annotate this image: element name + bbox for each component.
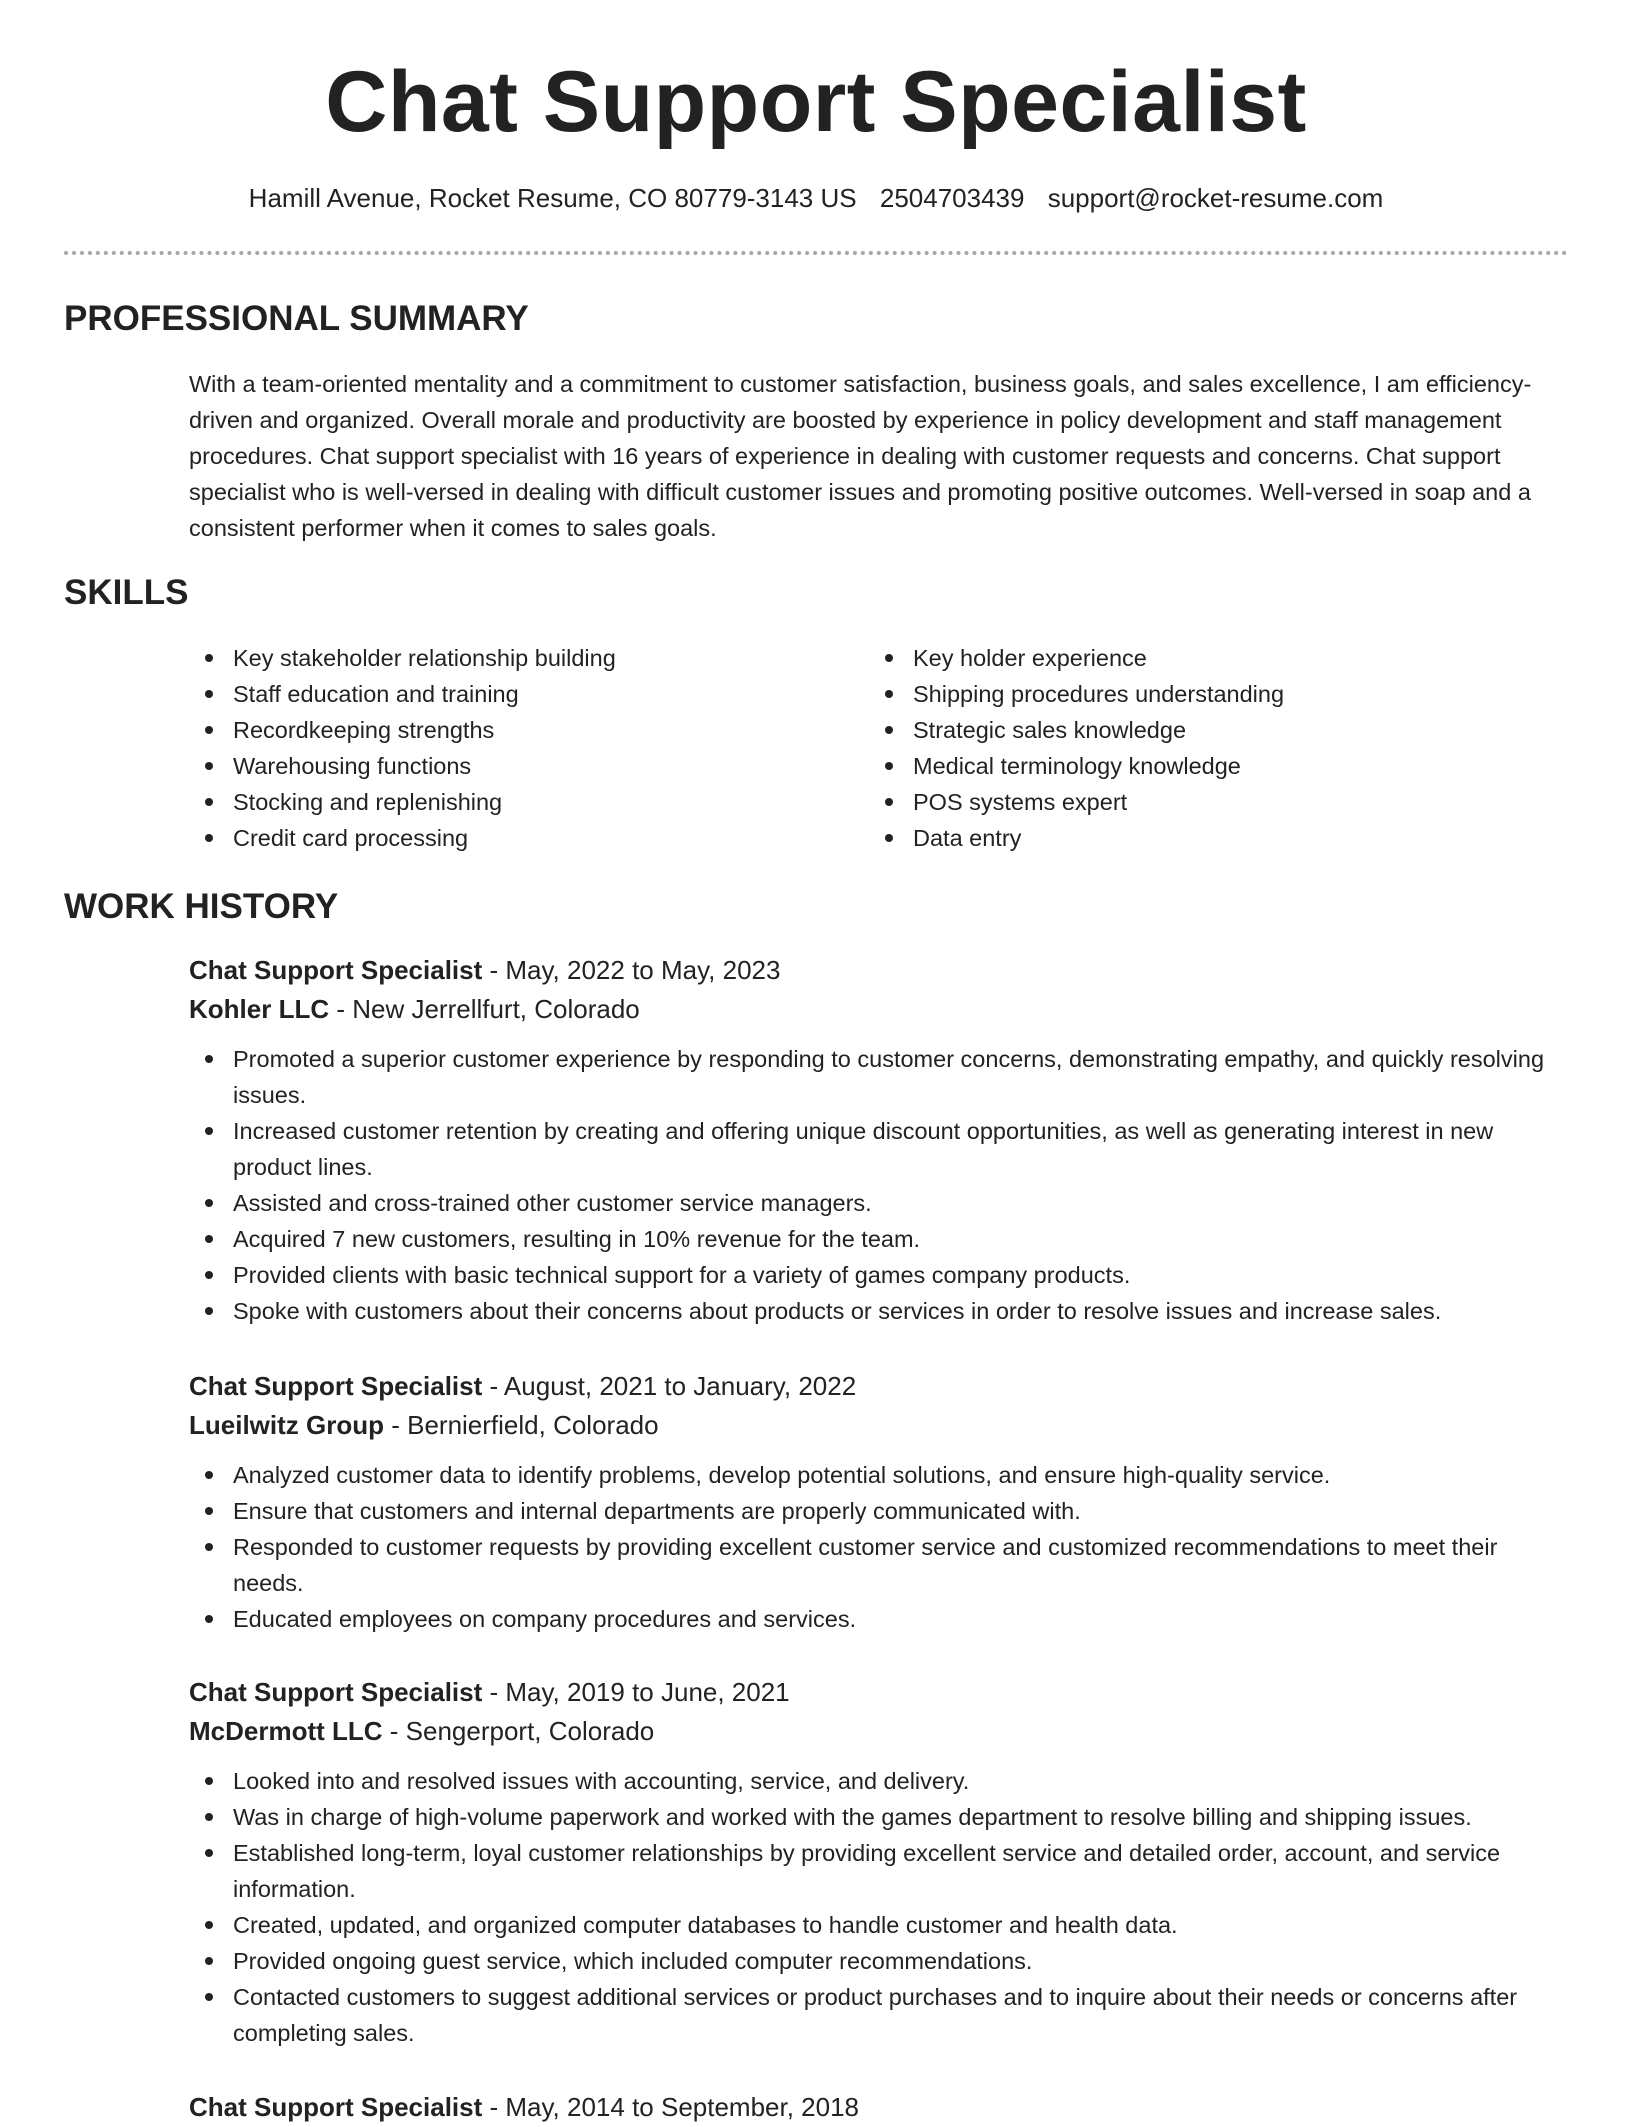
job-duties: [189, 1763, 1569, 2051]
job-company-line: [189, 1406, 1569, 1445]
job-entry: [189, 1367, 1569, 1637]
summary-heading: PROFESSIONAL SUMMARY: [64, 299, 529, 338]
job-title-line: [189, 1673, 1569, 1712]
duty-item: Educated employees on company procedures and services.: [189, 1601, 1569, 1637]
job-company-line: [189, 990, 1569, 1029]
skill-item: Strategic sales knowledge: [869, 712, 1284, 748]
job-title-line: [189, 1367, 1569, 1406]
skill-item: POS systems expert: [869, 784, 1284, 820]
job-role: Chat Support Specialist: [189, 1371, 483, 1401]
duty-item: Established long-term, loyal customer relationships by providing excellent service and detailed order, account, and service information.: [189, 1835, 1569, 1907]
job-role: Chat Support Specialist: [189, 955, 483, 985]
duty-item: Ensure that customers and internal departments are properly communicated with.: [189, 1493, 1569, 1529]
skill-item: Medical terminology knowledge: [869, 748, 1284, 784]
job-company-line: [189, 1712, 1569, 1751]
duty-item: Promoted a superior customer experience by responding to customer concerns, demonstrating empathy, and quickly resolving issues.: [189, 1041, 1569, 1113]
job-entry: [189, 2088, 1569, 2127]
skill-item: Data entry: [869, 820, 1284, 856]
contact-phone: 2504703439: [879, 183, 1025, 213]
job-dates: - May, 2014 to September, 2018: [482, 2092, 860, 2122]
job-location: - Sengerport, Colorado: [382, 1716, 655, 1746]
skill-item: Shipping procedures understanding: [869, 676, 1284, 712]
duty-item: Analyzed customer data to identify problems, develop potential solutions, and ensure high-quality service.: [189, 1457, 1569, 1493]
duty-item: Contacted customers to suggest additional services or product purchases and to inquire about their needs or concerns after completing sales.: [189, 1979, 1569, 2051]
candidate-name: Chat Support Specialist: [325, 54, 1307, 150]
header-divider: [64, 251, 1568, 255]
contact-email: support@rocket-resume.com: [1047, 183, 1384, 213]
job-location: - New Jerrellfurt, Colorado: [329, 994, 640, 1024]
job-title-line: [189, 951, 1569, 990]
job-entry: [189, 951, 1569, 1329]
duty-item: Spoke with customers about their concerns about products or services in order to resolve issues and increase sales.: [189, 1293, 1569, 1329]
skill-item: Staff education and training: [189, 676, 616, 712]
summary-text: With a team-oriented mentality and a commitment to customer satisfaction, business goals, and sales excellence, I am efficiency-driven and organized. Overall morale and productivity are boosted by experience in policy development and staff management procedures. Chat support specialist with 16 years of experience in dealing with customer requests and concerns. Chat support specialist who is well-versed in dealing with difficult customer issues and promoting positive outcomes. Well-versed in soap and a consistent performer when it comes to sales goals.: [189, 371, 1532, 541]
duty-item: Increased customer retention by creating and offering unique discount opportunities, as well as generating interest in new product lines.: [189, 1113, 1569, 1185]
contact-line: [0, 181, 1632, 215]
work-history-heading: WORK HISTORY: [64, 887, 339, 926]
job-company: Kohler LLC: [189, 994, 330, 1024]
job-duties: [189, 1457, 1569, 1637]
skill-item: Warehousing functions: [189, 748, 616, 784]
job-dates: - May, 2022 to May, 2023: [482, 955, 781, 985]
skill-item: Key holder experience: [869, 640, 1284, 676]
job-role: Chat Support Specialist: [189, 1677, 483, 1707]
duty-item: Provided clients with basic technical support for a variety of games company products.: [189, 1257, 1569, 1293]
skill-item: Stocking and replenishing: [189, 784, 616, 820]
skills-heading: SKILLS: [64, 573, 189, 612]
job-dates: - May, 2019 to June, 2021: [482, 1677, 790, 1707]
skills-list-right: [869, 640, 1284, 856]
duty-item: Looked into and resolved issues with accounting, service, and delivery.: [189, 1763, 1569, 1799]
duty-item: Was in charge of high-volume paperwork and worked with the games department to resolve billing and shipping issues.: [189, 1799, 1569, 1835]
job-role: Chat Support Specialist: [189, 2092, 483, 2122]
job-company: Lueilwitz Group: [189, 1410, 384, 1440]
contact-address: Hamill Avenue, Rocket Resume, CO 80779-3143 US: [248, 183, 857, 213]
job-company: McDermott LLC: [189, 1716, 383, 1746]
job-dates: - August, 2021 to January, 2022: [482, 1371, 857, 1401]
duty-item: Created, updated, and organized computer databases to handle customer and health data.: [189, 1907, 1569, 1943]
duty-item: Provided ongoing guest service, which included computer recommendations.: [189, 1943, 1569, 1979]
job-title-line: [189, 2088, 1569, 2127]
skill-item: Credit card processing: [189, 820, 616, 856]
duty-item: Responded to customer requests by providing excellent customer service and customized recommendations to meet their needs.: [189, 1529, 1569, 1601]
job-duties: [189, 1041, 1569, 1329]
job-location: - Bernierfield, Colorado: [384, 1410, 659, 1440]
skill-item: Key stakeholder relationship building: [189, 640, 616, 676]
skill-item: Recordkeeping strengths: [189, 712, 616, 748]
skills-list-left: [189, 640, 616, 856]
job-entry: [189, 1673, 1569, 2051]
duty-item: Acquired 7 new customers, resulting in 10% revenue for the team.: [189, 1221, 1569, 1257]
duty-item: Assisted and cross-trained other customer service managers.: [189, 1185, 1569, 1221]
